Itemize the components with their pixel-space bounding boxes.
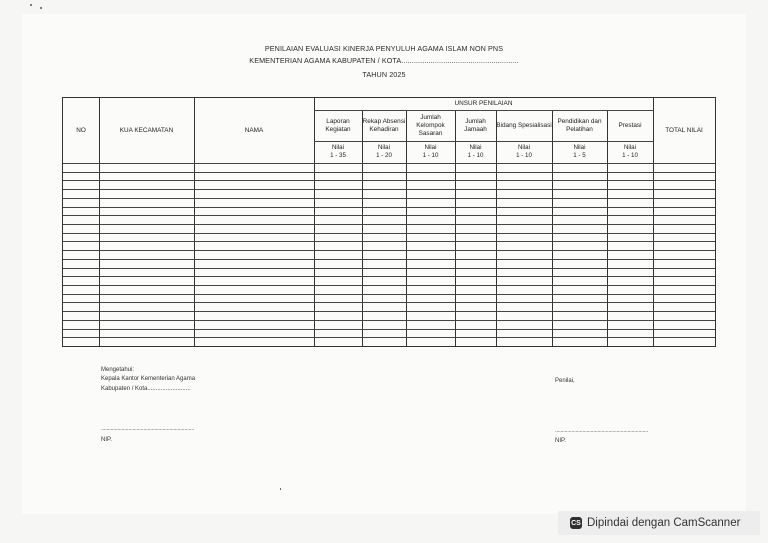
criteria-label: Jumlah Kelompok Sasaran bbox=[416, 113, 445, 137]
table-column-line bbox=[99, 98, 100, 346]
nilai-label: Nilai bbox=[623, 143, 637, 151]
criteria-nilai bbox=[607, 141, 653, 163]
mengetahui-label: Mengetahui: bbox=[101, 367, 135, 373]
table-row-line bbox=[63, 320, 715, 321]
document-year: TAHUN 2025 bbox=[362, 70, 406, 79]
header-no: NO bbox=[76, 126, 86, 134]
nilai-label: Nilai bbox=[517, 143, 531, 151]
criteria-label: Pendidikan dan Pelatihan bbox=[557, 117, 602, 133]
table-row-line bbox=[63, 285, 715, 286]
criteria-label: Bidang Spesialisasi bbox=[496, 121, 552, 129]
signature-line-left: .................................................................... bbox=[101, 426, 194, 432]
criteria-label: Rekap Absensi Kehadiran bbox=[362, 117, 406, 133]
nilai-range: 1 - 10 bbox=[516, 152, 532, 159]
nip-left-label: NIP. bbox=[101, 437, 112, 443]
criteria-nilai bbox=[455, 141, 496, 163]
nilai-label: Nilai bbox=[424, 143, 437, 151]
criteria-nilai bbox=[406, 141, 455, 163]
document-title: PENILAIAN EVALUASI KINERJA PENYULUH AGAMA ISLAM NON PNS bbox=[264, 44, 504, 53]
table-row-line bbox=[63, 268, 715, 269]
table-row-line bbox=[63, 311, 715, 312]
table-row-line bbox=[63, 337, 715, 338]
nilai-range: 1 - 5 bbox=[573, 152, 586, 159]
table-row-line bbox=[63, 180, 715, 181]
criteria-label: Jumlah Jamaah bbox=[464, 117, 487, 133]
camscanner-logo-icon: CS bbox=[570, 517, 582, 529]
nilai-label: Nilai bbox=[331, 143, 345, 151]
table-row-line bbox=[63, 241, 715, 242]
table-row-line bbox=[63, 207, 715, 208]
criteria-nilai bbox=[552, 141, 607, 163]
evaluation-table bbox=[62, 97, 716, 347]
signature-line-right: .................................................................... bbox=[555, 428, 648, 434]
nilai-label: Nilai bbox=[377, 143, 391, 151]
table-row-line bbox=[63, 294, 715, 295]
table-row-line bbox=[63, 250, 715, 251]
nilai-range: 1 - 10 bbox=[422, 152, 439, 159]
document-subtitle: KEMENTERIAN AGAMA KABUPATEN / KOTA........................................................ bbox=[249, 56, 519, 65]
scan-speck bbox=[30, 4, 32, 6]
nilai-range: 1 - 10 bbox=[622, 152, 638, 159]
table-row-line bbox=[63, 215, 715, 216]
table-row-line bbox=[63, 329, 715, 330]
nilai-label: Nilai bbox=[573, 143, 586, 151]
camscanner-watermark bbox=[558, 511, 760, 535]
table-row-line bbox=[63, 233, 715, 234]
header-nama: NAMA bbox=[244, 126, 264, 134]
table-row-line bbox=[63, 259, 715, 260]
table-row-line bbox=[63, 198, 715, 199]
criteria-nilai bbox=[362, 141, 406, 163]
criteria-label: Laporan Kegiatan bbox=[325, 117, 351, 133]
table-row-line bbox=[63, 224, 715, 225]
criteria-label: Prestasi bbox=[618, 121, 642, 129]
penilai-label: Penilai, bbox=[555, 378, 575, 384]
nilai-range: 1 - 35 bbox=[330, 152, 346, 159]
scan-speck bbox=[40, 7, 42, 9]
camscanner-text: Dipindai dengan CamScanner bbox=[587, 517, 741, 529]
kepala-kantor-label: Kepala Kantor Kementerian Agama bbox=[101, 376, 196, 383]
nip-right-label: NIP. bbox=[555, 438, 566, 444]
signature-block-left bbox=[101, 366, 195, 394]
criteria-nilai bbox=[314, 141, 362, 163]
header-kua-kecamatan: KUA KECAMATAN bbox=[119, 126, 174, 134]
header-unsur-penilaian: UNSUR PENILAIAN bbox=[454, 100, 513, 107]
scan-speck bbox=[280, 488, 281, 490]
nilai-range: 1 - 20 bbox=[376, 152, 392, 159]
table-row-line bbox=[63, 172, 715, 173]
kabupaten-kota-label: Kabupaten / Kota.......................... bbox=[101, 385, 191, 392]
criteria-nilai bbox=[496, 141, 552, 163]
table-row-line bbox=[63, 302, 715, 303]
table-row-line bbox=[63, 276, 715, 277]
header-total-nilai: TOTAL NILAI bbox=[665, 126, 703, 134]
table-row-line bbox=[63, 163, 715, 164]
table-column-line bbox=[194, 98, 195, 346]
table-row-line bbox=[63, 189, 715, 190]
table-column-line bbox=[653, 98, 654, 346]
nilai-range: 1 - 10 bbox=[467, 152, 484, 159]
nilai-label: Nilai bbox=[469, 143, 482, 151]
